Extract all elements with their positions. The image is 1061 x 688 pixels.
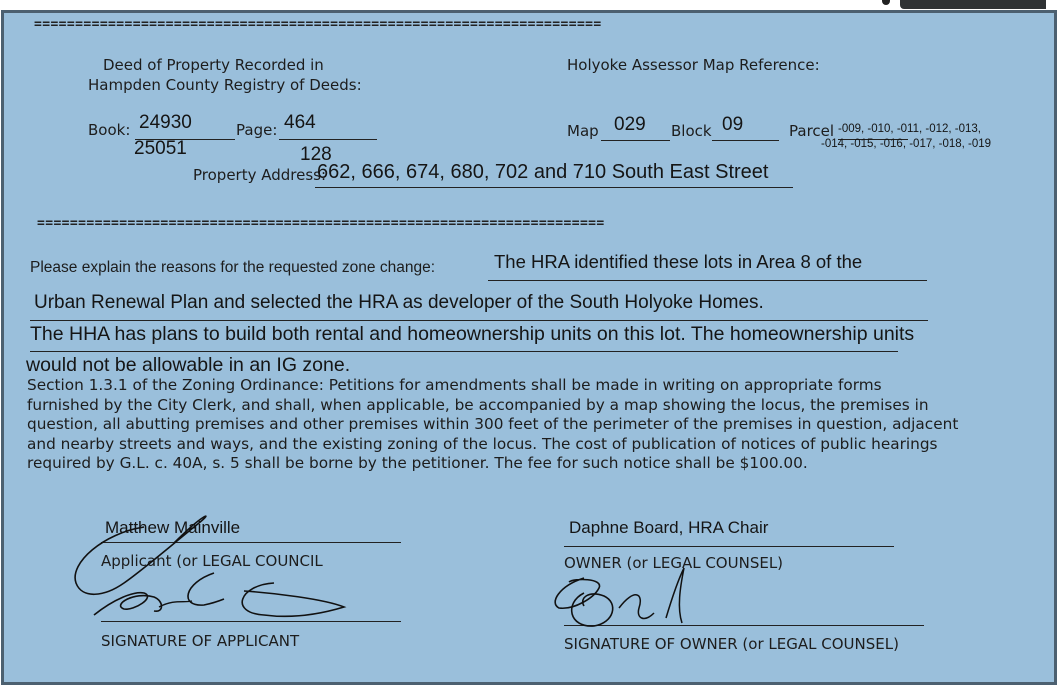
reasons-line2-underline <box>30 320 928 321</box>
block-value[interactable]: 09 <box>722 114 744 135</box>
deed-heading-line1: Deed of Property Recorded in <box>103 56 324 74</box>
owner-signature-label: SIGNATURE OF OWNER (or LEGAL COUNSEL) <box>564 635 899 653</box>
owner-name[interactable]: Daphne Board, HRA Chair <box>569 518 769 537</box>
applicant-name[interactable]: Matthew Mainville <box>105 518 241 537</box>
applicant-signature-image <box>64 503 344 623</box>
reasons-line3-underline <box>30 351 898 352</box>
reasons-prompt: Please explain the reasons for the requested zone change: <box>30 259 435 276</box>
block-underline <box>712 140 779 141</box>
ordinance-line: furnished by the City Clerk, and shall, when applicable, be accompanied by a map showing the locus, the premises in <box>27 395 929 414</box>
address-underline <box>315 187 793 188</box>
book-value-2[interactable]: 25051 <box>134 138 187 159</box>
block-label: Block <box>671 122 712 140</box>
address-label: Property Address: <box>193 166 327 184</box>
parcel-line1[interactable]: -009, -010, -011, -012, -013, <box>838 123 981 135</box>
owner-signature-image <box>544 568 704 638</box>
reasons-line2[interactable]: Urban Renewal Plan and selected the HRA as developer of the South Holyoke Homes. <box>34 292 764 313</box>
assessor-heading: Holyoke Assessor Map Reference: <box>567 56 820 74</box>
reasons-line1-underline <box>488 280 927 281</box>
reasons-line1[interactable]: The HRA identified these lots in Area 8 of the <box>494 251 863 272</box>
separator-middle: ===================================================================== <box>37 216 605 231</box>
ordinance-text <box>27 376 958 474</box>
window-edge-mark <box>882 0 890 5</box>
owner-role-label: OWNER (or LEGAL COUNSEL) <box>564 554 784 572</box>
map-underline <box>601 140 670 141</box>
separator-top: ===================================================================== <box>34 17 602 32</box>
parcel-line2[interactable]: -014, -015, -016, -017, -018, -019 <box>821 138 992 150</box>
zone-change-form <box>1 10 1057 685</box>
book-value-1[interactable]: 24930 <box>139 112 192 133</box>
deed-heading-line2: Hampden County Registry of Deeds: <box>88 76 362 94</box>
window-tab-bar <box>900 0 1046 9</box>
ordinance-line: Section 1.3.1 of the Zoning Ordinance: Petitions for amendments shall be made in writing on appropriate forms <box>27 376 882 394</box>
ordinance-line: required by G.L. c. 40A, s. 5 shall be borne by the petitioner. The fee for such notice shall be $100.00. <box>27 454 808 473</box>
applicant-role-label: Applicant (or LEGAL COUNCIL <box>101 552 323 570</box>
page-value-1[interactable]: 464 <box>284 112 316 133</box>
map-value[interactable]: 029 <box>614 114 646 135</box>
owner-name-underline <box>564 546 894 547</box>
address-value[interactable]: 662, 666, 674, 680, 702 and 710 South East Street <box>317 161 769 183</box>
book-label: Book: <box>88 121 131 139</box>
page-value-2[interactable]: 128 <box>300 144 332 165</box>
parcel-label: Parcel <box>789 122 835 140</box>
applicant-signature-label: SIGNATURE OF APPLICANT <box>101 632 300 650</box>
ordinance-line: question, all abutting premises and other premises within 300 feet of the perimeter of the premises in question, adjacent <box>27 415 959 434</box>
reasons-line4[interactable]: would not be allowable in an IG zone. <box>26 354 351 376</box>
reasons-line3[interactable]: The HHA has plans to build both rental and homeownership units on this lot. The homeownership units <box>30 323 915 345</box>
page-underline <box>279 139 377 140</box>
map-label: Map <box>567 122 599 140</box>
page-label: Page: <box>236 121 278 139</box>
ordinance-line: and nearby streets and ways, and the existing zoning of the locus. The cost of publication of notices of public hearings <box>27 434 938 453</box>
